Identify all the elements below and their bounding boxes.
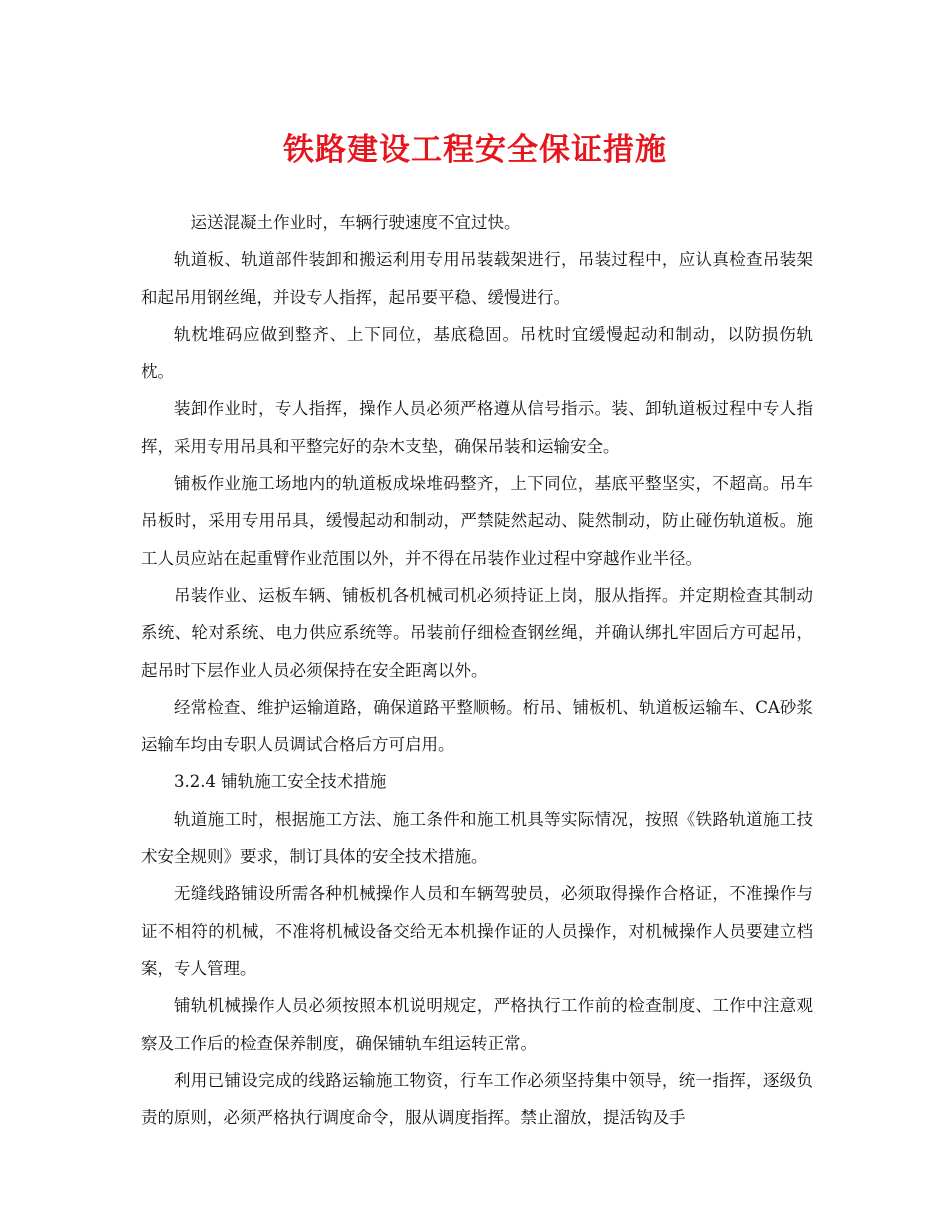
paragraph-track-slab-lifting: 轨道板、轨道部件装卸和搬运利用专用吊装载架进行，吊装过程中，应认真检查吊装架和起吊用钢丝绳，并设专人指挥，起吊要平稳、缓慢进行。 — [141, 250, 813, 307]
paragraph-loading-unloading: 装卸作业时，专人指挥，操作人员必须严格遵从信号指示。装、卸轨道板过程中专人指挥，采用专用吊具和平整完好的杂木支垫，确保吊装和运输安全。 — [141, 399, 813, 456]
paragraph-road-maintenance: 经常检查、维护运输道路，确保道路平整顺畅。桁吊、铺板机、轨道板运输车、CA砂浆运输车均由专职人员调试合格后方可启用。 — [141, 697, 813, 755]
paragraph-track-construction-rules: 轨道施工时，根据施工方法、施工条件和施工机具等实际情况，按照《铁路轨道施工技术安全规则》要求，制订具体的安全技术措施。 — [141, 809, 813, 867]
paragraph-concrete-transport: 运送混凝土作业时，车辆行驶速度不宜过快。 — [190, 213, 521, 232]
paragraph-sleeper-stacking: 轨枕堆码应做到整齐、上下同位，基底稳固。吊枕时宜缓慢起动和制动，以防损伤轨枕。 — [141, 324, 813, 382]
paragraph-machine-inspection: 铺轨机械操作人员必须按照本机说明规定，严格执行工作前的检查制度、工作中注意观察及工作后的检查保养制度，确保铺轨车组运转正常。 — [141, 996, 813, 1053]
section-heading-track-laying-safety: 3.2.4 铺轨施工安全技术措施 — [174, 772, 387, 792]
paragraph-slab-laying-site: 铺板作业施工场地内的轨道板成垛堆码整齐，上下同位，基底平整坚实，不超高。吊车吊板时，采用专用吊具，缓慢起动和制动，严禁陡然起动、陡然制动，防止碰伤轨道板。施工人员应站在起重臂作业范围以外，并不得在吊装作业过程中穿越作业半径。 — [141, 474, 813, 568]
document-title: 铁路建设工程安全保证措施 — [283, 132, 667, 168]
document-body — [141, 204, 813, 1136]
paragraph-operator-certification: 吊装作业、运板车辆、铺板机各机械司机必须持证上岗，服从指挥。并定期检查其制动系统、轮对系统、电力供应系统等。吊装前仔细检查钢丝绳，并确认绑扎牢固后方可起吊，起吊时下层作业人员必须保持在安全距离以外。 — [141, 585, 813, 680]
paragraph-cwr-operators: 无缝线路铺设所需各种机械操作人员和车辆驾驶员，必须取得操作合格证，不准操作与证不相符的机械，不准将机械设备交给无本机操作证的人员操作，对机械操作人员要建立档案，专人管理。 — [141, 884, 813, 978]
paragraph-rail-transport-dispatch: 利用已铺设完成的线路运输施工物资，行车工作必须坚持集中领导，统一指挥，逐级负责的原则，必须严格执行调度命令，服从调度指挥。禁止溜放，提活钩及手 — [141, 1070, 813, 1128]
